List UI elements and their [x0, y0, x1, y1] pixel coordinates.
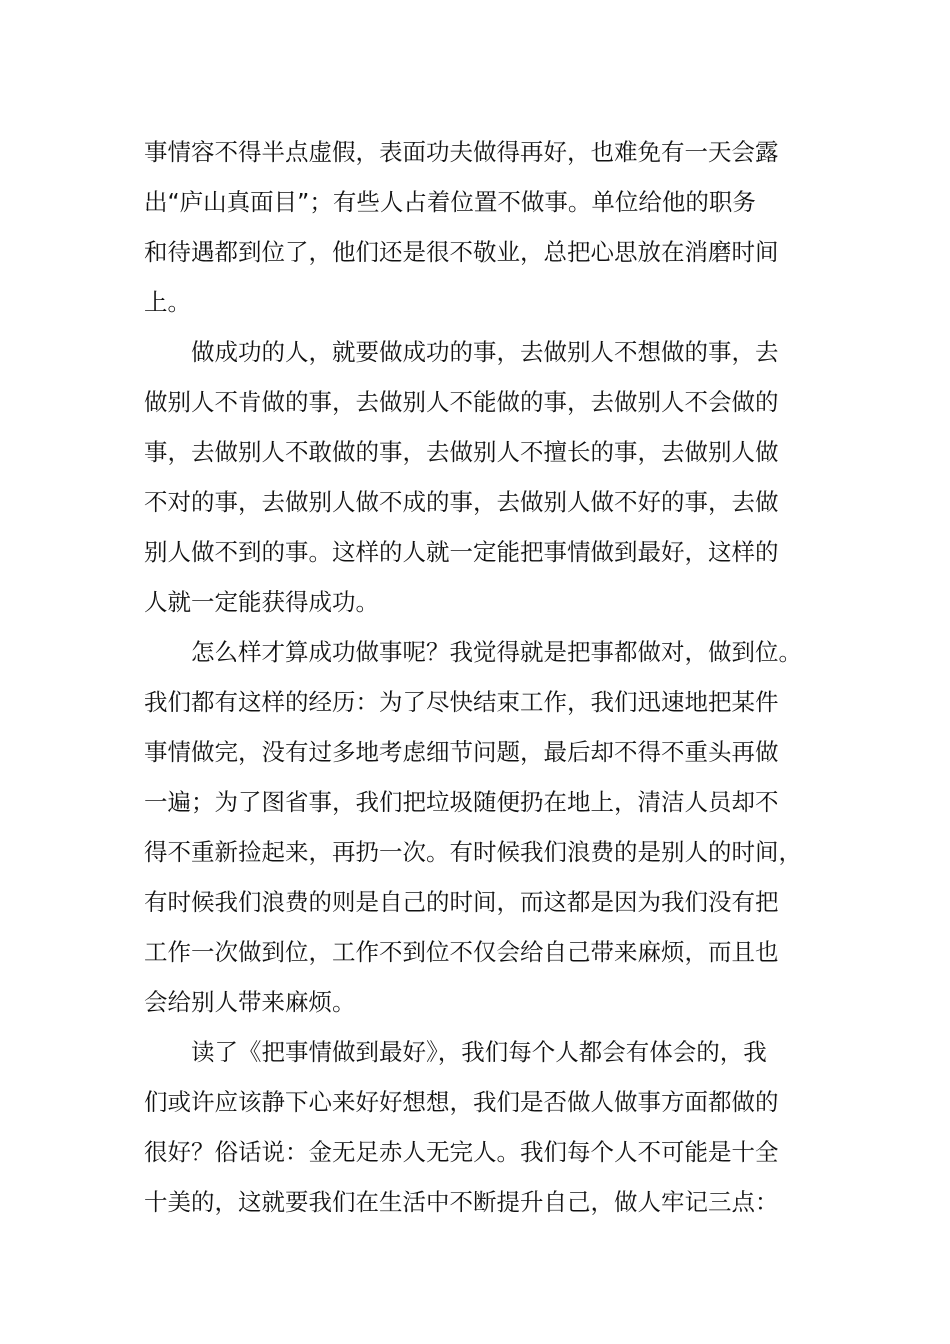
- text-line: 我们都有这样的经历：为了尽快结束工作，我们迅速地把某件: [144, 688, 779, 716]
- text-line: 会给别人带来麻烦。: [144, 988, 356, 1016]
- text-line: 出“庐山真面目”；有些人占着位置不做事。单位给他的职务: [144, 188, 756, 216]
- text-line: 别人做不到的事。这样的人就一定能把事情做到最好，这样的: [144, 538, 779, 566]
- text-line: 怎么样才算成功做事呢？我觉得就是把事都做对，做到位。: [191, 638, 802, 666]
- text-line: 事情容不得半点虚假，表面功夫做得再好，也难免有一天会露: [144, 138, 779, 166]
- text-line: 上。: [144, 288, 191, 316]
- text-line: 十美的，这就要我们在生活中不断提升自己，做人牢记三点：: [144, 1188, 779, 1216]
- text-line: 事情做完，没有过多地考虑细节问题，最后却不得不重头再做: [144, 738, 779, 766]
- text-line: 做别人不肯做的事，去做别人不能做的事，去做别人不会做的: [144, 388, 779, 416]
- text-line: 们或许应该静下心来好好想想，我们是否做人做事方面都做的: [144, 1088, 779, 1116]
- text-line: 有时候我们浪费的则是自己的时间，而这都是因为我们没有把: [144, 888, 779, 916]
- paragraph-3: [144, 627, 809, 1027]
- text-line: 做成功的人，就要做成功的事，去做别人不想做的事，去: [191, 338, 779, 366]
- paragraph-1: [144, 127, 809, 327]
- text-line: 得不重新捡起来，再扔一次。有时候我们浪费的是别人的时间，: [144, 838, 802, 866]
- text-line: 读了《把事情做到最好》，我们每个人都会有体会的，我: [191, 1038, 767, 1066]
- paragraph-4: [144, 1027, 809, 1227]
- paragraph-2: [144, 327, 809, 627]
- document-page: [144, 127, 809, 1227]
- text-line: 人就一定能获得成功。: [144, 588, 379, 616]
- text-line: 和待遇都到位了，他们还是很不敬业，总把心思放在消磨时间: [144, 238, 779, 266]
- text-line: 很好？俗话说：金无足赤人无完人。我们每个人不可能是十全: [144, 1138, 779, 1166]
- text-line: 事，去做别人不敢做的事，去做别人不擅长的事，去做别人做: [144, 438, 779, 466]
- text-line: 工作一次做到位，工作不到位不仅会给自己带来麻烦，而且也: [144, 938, 779, 966]
- text-line: 不对的事，去做别人做不成的事，去做别人做不好的事，去做: [144, 488, 779, 516]
- text-line: 一遍；为了图省事，我们把垃圾随便扔在地上，清洁人员却不: [144, 788, 779, 816]
